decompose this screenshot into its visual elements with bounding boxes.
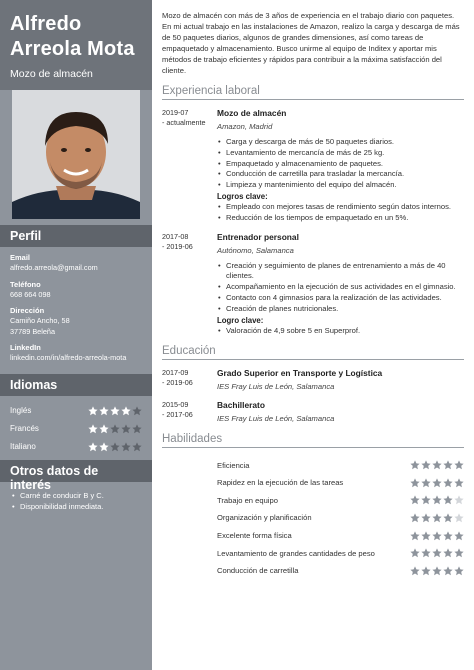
languages-list <box>0 396 152 460</box>
star-icon <box>454 548 464 558</box>
skill-row <box>162 509 464 527</box>
bullet-item: • Creación y seguimiento de planes de entrenamiento a más de 40 clientes. <box>217 261 464 283</box>
skill-rating <box>410 531 464 541</box>
job-title: Mozo de almacén <box>10 68 93 80</box>
date-end: - 2017-06 <box>162 410 193 420</box>
main-content <box>152 0 474 670</box>
star-icon <box>110 424 120 434</box>
skill-row <box>162 456 464 474</box>
entry-title: Mozo de almacén <box>217 108 287 118</box>
star-icon <box>410 495 420 505</box>
star-icon <box>454 495 464 505</box>
entry-details <box>217 400 464 424</box>
name-block <box>0 0 152 90</box>
experience-section-title: Experiencia laboral <box>162 85 464 100</box>
star-icon <box>421 531 431 541</box>
bullet-item: • Empaquetado y almacenamiento de paquetes. <box>217 159 464 170</box>
star-icon <box>410 531 420 541</box>
star-icon <box>110 406 120 416</box>
email-value[interactable]: alfredo.arreola@gmail.com <box>10 263 98 272</box>
experience-entry <box>162 108 464 224</box>
star-icon <box>410 460 420 470</box>
skill-name: Levantamiento de grandes cantidades de peso <box>217 548 375 558</box>
date-end: - 2019-06 <box>162 378 193 388</box>
other-item: • Carné de conducir B y C. <box>12 490 142 501</box>
entry-place: Autónomo, Salamanca <box>217 245 294 255</box>
entry-dates <box>162 368 217 392</box>
skill-rating <box>410 495 464 505</box>
language-rating <box>88 442 142 452</box>
skills-section-title: Habilidades <box>162 433 464 448</box>
star-icon <box>443 531 453 541</box>
skill-rating <box>410 478 464 488</box>
star-icon <box>443 548 453 558</box>
date-start: 2015-09 <box>162 400 189 410</box>
star-icon <box>99 406 109 416</box>
entry-bullets <box>217 137 464 191</box>
star-icon <box>132 406 142 416</box>
bullet-item: • Carga y descarga de más de 50 paquetes diarios. <box>217 137 464 148</box>
skill-rating <box>410 566 464 576</box>
entry-place: Amazon, Madrid <box>217 122 273 131</box>
star-icon <box>432 478 442 488</box>
entry-dates <box>162 108 217 224</box>
star-icon <box>410 478 420 488</box>
achievements-label: Logros clave: <box>217 191 268 201</box>
star-icon <box>110 442 120 452</box>
profile-email <box>10 253 142 274</box>
bullet-item: • Conducción de carretilla para trasladar la mercancía. <box>217 169 464 180</box>
star-icon <box>432 513 442 523</box>
star-icon <box>443 513 453 523</box>
star-icon <box>132 424 142 434</box>
bullet-item: • Levantamiento de mercancía de más de 25 kg. <box>217 148 464 159</box>
achievements-list <box>217 326 464 337</box>
skill-row <box>162 562 464 580</box>
star-icon <box>132 442 142 452</box>
address-line-2: 37789 Beleña <box>10 326 56 336</box>
skill-name: Conducción de carretilla <box>217 566 299 576</box>
profile-section <box>0 247 152 374</box>
star-icon <box>454 513 464 523</box>
star-icon <box>432 548 442 558</box>
achievement-item: • Reducción de los tiempos de empaquetado en un 5%. <box>217 213 464 224</box>
date-end: - 2019-06 <box>162 241 193 251</box>
star-icon <box>432 495 442 505</box>
star-icon <box>454 531 464 541</box>
linkedin-value[interactable]: linkedin.com/in/alfredo-arreola-mota <box>10 353 127 362</box>
skill-name: Eficiencia <box>217 460 250 470</box>
entry-title: Grado Superior en Transporte y Logística <box>217 368 383 379</box>
full-name-line-1: Alfredo <box>10 13 82 35</box>
star-icon <box>421 566 431 576</box>
date-end: - actualmente <box>162 118 206 127</box>
star-icon <box>88 424 98 434</box>
skill-rating <box>410 513 464 523</box>
star-icon <box>121 442 131 452</box>
education-section-title: Educación <box>162 345 464 360</box>
entry-details <box>217 368 464 392</box>
language-name: Italiano <box>10 442 36 451</box>
language-row <box>10 402 142 420</box>
star-icon <box>410 566 420 576</box>
skill-name: Excelente forma física <box>217 531 292 541</box>
linkedin-label: LinkedIn <box>10 343 41 352</box>
entry-details <box>217 108 464 224</box>
summary-text: Mozo de almacén con más de 3 años de experiencia en el trabajo diario con paquetes. En mi actual trabajo en las instalaciones de Amazon, realizo la carga y descarga de más de 50 paquetes diarios, algunos de grandes dimensiones, así como tareas de empaquetado y almacenamiento. Busco unirme al equipo de Inditex y aportar mis métodos de trabajo eficientes y rápidos para contribuir a la máxima satisfacción del cliente. <box>162 11 460 75</box>
star-icon <box>454 460 464 470</box>
phone-label: Teléfono <box>10 279 41 289</box>
skill-rating <box>410 548 464 558</box>
star-icon <box>421 548 431 558</box>
star-icon <box>410 513 420 523</box>
education-entry <box>162 400 464 424</box>
skill-row <box>162 474 464 492</box>
skill-row <box>162 492 464 510</box>
experience-entry <box>162 232 464 337</box>
date-start: 2017-09 <box>162 368 189 378</box>
star-icon <box>88 406 98 416</box>
education-entry <box>162 368 464 392</box>
skill-name: Rapidez en la ejecución de las tareas <box>217 478 344 488</box>
entry-details <box>217 232 464 337</box>
skill-name: Organización y planificación <box>217 513 312 523</box>
address-label: Dirección <box>10 306 45 315</box>
star-icon <box>421 478 431 488</box>
star-icon <box>88 442 98 452</box>
profile-phone <box>10 280 142 301</box>
star-icon <box>421 460 431 470</box>
profile-linkedin <box>10 343 142 364</box>
language-name: Inglés <box>10 406 32 415</box>
entry-dates <box>162 232 217 337</box>
other-item: • Disponibilidad inmediata. <box>12 501 142 512</box>
bullet-item: • Contacto con 4 gimnasios para la realización de las actividades. <box>217 293 464 304</box>
star-icon <box>443 495 453 505</box>
entry-title: Bachillerato <box>217 400 265 411</box>
language-rating <box>88 424 142 434</box>
entry-place: IES Fray Luis de León, Salamanca <box>217 414 335 424</box>
language-rating <box>88 406 142 416</box>
languages-section-title: Idiomas <box>0 374 152 396</box>
profile-photo <box>12 90 140 219</box>
achievement-item: • Empleado con mejores tasas de rendimiento según datos internos. <box>217 202 464 213</box>
skill-row <box>162 544 464 562</box>
phone-value[interactable]: 668 664 098 <box>10 289 51 299</box>
star-icon <box>421 495 431 505</box>
profile-address <box>10 306 142 337</box>
skills-list <box>162 456 464 579</box>
star-icon <box>121 424 131 434</box>
date-start: 2019-07 <box>162 108 189 117</box>
star-icon <box>121 406 131 416</box>
language-row <box>10 438 142 456</box>
star-icon <box>454 478 464 488</box>
achievements-list <box>217 202 464 224</box>
skill-rating <box>410 460 464 470</box>
profile-section-title: Perfil <box>0 225 152 247</box>
full-name-line-2: Arreola Mota <box>10 38 135 60</box>
star-icon <box>432 460 442 470</box>
bullet-item: • Limpieza y mantenimiento del equipo del almacén. <box>217 180 464 191</box>
star-icon <box>443 460 453 470</box>
email-label: Email <box>10 253 31 262</box>
skill-row <box>162 527 464 545</box>
address-line-1: Camiño Ancho, 58 <box>10 316 70 325</box>
entry-bullets <box>217 261 464 315</box>
entry-dates <box>162 400 217 424</box>
star-icon <box>99 424 109 434</box>
star-icon <box>443 478 453 488</box>
date-start: 2017-08 <box>162 231 189 241</box>
star-icon <box>432 531 442 541</box>
star-icon <box>421 513 431 523</box>
language-name: Francés <box>10 424 39 433</box>
star-icon <box>410 548 420 558</box>
entry-title: Entrenador personal <box>217 231 299 242</box>
skill-name: Trabajo en equipo <box>217 495 278 505</box>
achievements-label: Logro clave: <box>217 315 264 325</box>
language-row <box>10 420 142 438</box>
other-section-title: Otros datos de interés <box>0 460 152 482</box>
achievement-item: • Valoración de 4,9 sobre 5 en Superprof. <box>217 326 464 337</box>
bullet-item: • Creación de planes nutricionales. <box>217 304 464 315</box>
profile-photo-image <box>12 90 140 219</box>
sidebar <box>0 0 152 670</box>
bullet-item: • Acompañamiento en la ejecución de sus actividades en el gimnasio. <box>217 282 464 293</box>
star-icon <box>454 566 464 576</box>
star-icon <box>99 442 109 452</box>
entry-place: IES Fray Luis de León, Salamanca <box>217 382 335 392</box>
star-icon <box>443 566 453 576</box>
star-icon <box>432 566 442 576</box>
